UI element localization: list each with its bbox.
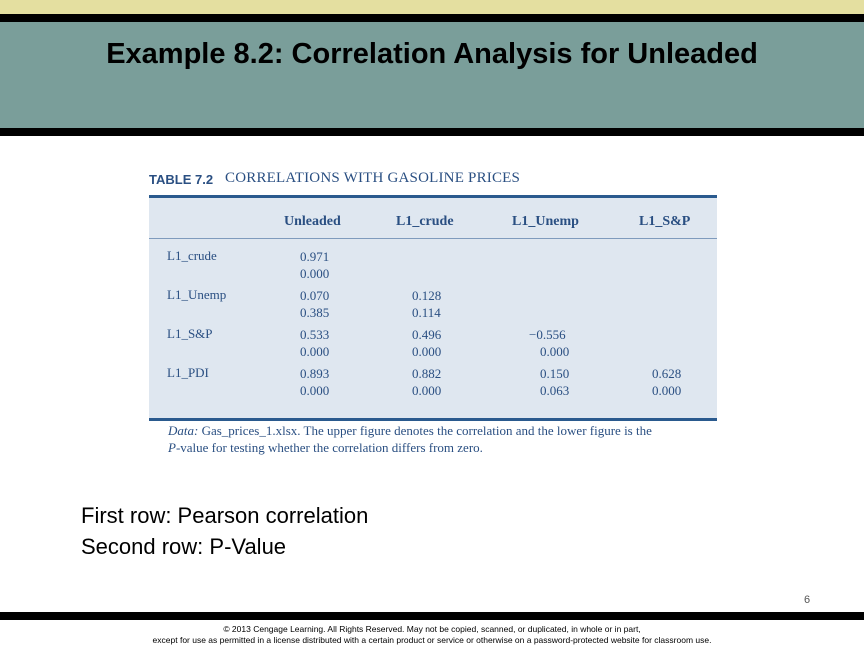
table-number: TABLE 7.2: [149, 172, 214, 187]
explanation-line-1: First row: Pearson correlation: [81, 503, 369, 528]
top-accent-strip: [0, 0, 864, 14]
cell-p-value: 0.000: [652, 383, 682, 398]
copyright-line-1: © 2013 Cengage Learning. All Rights Reserved. May not be copied, scanned, or duplicated, in whole or in part,: [223, 624, 641, 634]
cell-p-value: 0.000: [540, 344, 570, 359]
cell-p-value: 0.385: [300, 305, 330, 320]
copyright-line-2: except for use as permitted in a license distributed with a certain product or service or otherwise on a password-protected website for classroom use.: [152, 635, 712, 645]
cell-p-value: 0.000: [300, 344, 330, 359]
cell-p-value: 0.063: [540, 383, 570, 398]
cell-correlation: 0.533: [300, 327, 330, 342]
cell-correlation: −0.556: [529, 327, 566, 342]
cell-p-value: 0.000: [300, 266, 330, 281]
correlation-table: [149, 168, 717, 421]
page-number: 6: [804, 594, 811, 606]
table-heading: [149, 168, 717, 190]
cell-correlation: 0.128: [412, 288, 442, 303]
row-label-l1-crude: L1_crude: [167, 248, 217, 263]
title-band: [0, 14, 864, 136]
explanation-line-2: Second row: P-Value: [81, 534, 287, 559]
column-header-l1-sp: L1_S&P: [639, 214, 691, 229]
cell-p-value: 0.000: [412, 383, 442, 398]
table-caption: CORRELATIONS WITH GASOLINE PRICES: [225, 170, 521, 186]
copyright-footer: [0, 624, 864, 646]
note-line-1: Gas_prices_1.xlsx. The upper figure denotes the correlation and the lower figure is the: [198, 423, 652, 438]
cell-correlation: 0.150: [540, 366, 570, 381]
explanation-text: [81, 500, 368, 562]
row-label-l1-sp: L1_S&P: [167, 326, 213, 341]
note-label: Data:: [168, 423, 199, 438]
row-label-l1-pdi: L1_PDI: [167, 365, 209, 380]
slide-title: Example 8.2: Correlation Analysis for Unleaded: [106, 38, 758, 70]
column-header-l1-crude: L1_crude: [396, 214, 454, 229]
cell-correlation: 0.971: [300, 249, 330, 264]
note-p-letter: P: [168, 440, 176, 455]
column-header-unleaded: Unleaded: [284, 214, 341, 229]
footer-divider: [0, 612, 864, 620]
cell-p-value: 0.000: [412, 344, 442, 359]
cell-correlation: 0.070: [300, 288, 330, 303]
cell-correlation: 0.628: [652, 366, 682, 381]
cell-p-value: 0.000: [300, 383, 330, 398]
cell-correlation: 0.893: [300, 366, 330, 381]
row-label-l1-unemp: L1_Unemp: [167, 287, 227, 302]
table-source-note: [168, 422, 713, 456]
cell-correlation: 0.882: [412, 366, 442, 381]
cell-correlation: 0.496: [412, 327, 442, 342]
header-divider: [149, 238, 717, 239]
table-panel: [149, 195, 717, 421]
note-line-2: -value for testing whether the correlation differs from zero.: [175, 440, 483, 455]
cell-p-value: 0.114: [412, 305, 441, 320]
column-header-l1-unemp: L1_Unemp: [512, 214, 579, 229]
